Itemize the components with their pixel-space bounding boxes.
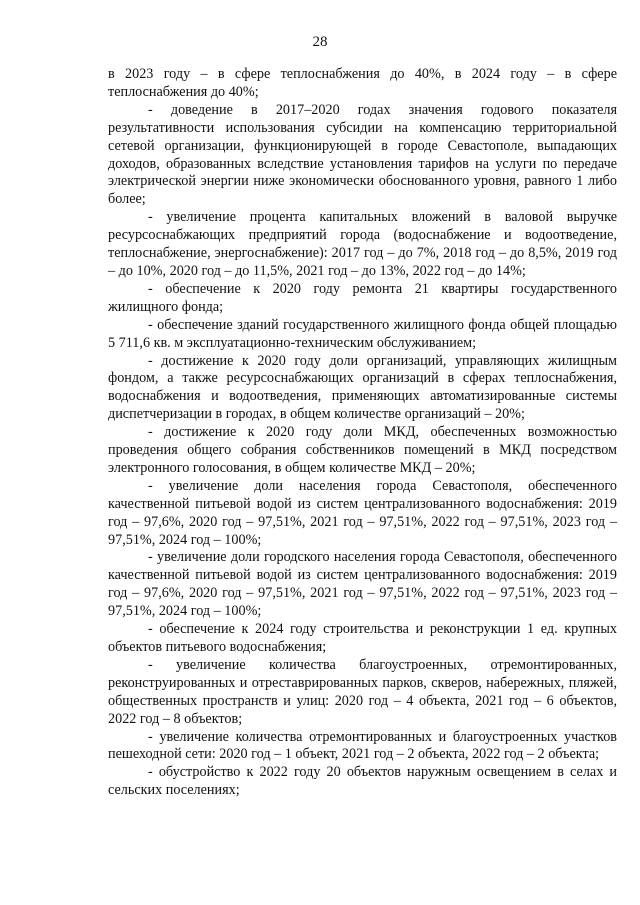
paragraph: - обеспечение к 2024 году строительства и реконструкции 1 ед. крупных объектов питьевого водоснабжения;: [108, 621, 617, 655]
paragraph: - увеличение доли населения города Севастополя, обеспеченного качественной питьевой водой из систем централизованного водоснабжения: 2019 год – 97,6%, 2020 год – 97,51%, 2021 год – 97,51%, 2022 год – 97,51%, 2023 год – 97,51%, 2024 год – 100%;: [108, 477, 617, 548]
paragraph: - достижение к 2020 году доли МКД, обеспеченных возможностью проведения общего собрания собственников помещений в МКД посредством электронного голосования, в общем количестве МКД – 20%;: [108, 424, 617, 476]
paragraph: - обустройство к 2022 году 20 объектов наружным освещением в селах и сельских поселениях;: [108, 764, 617, 799]
paragraph: - увеличение количества отремонтированных и благоустроенных участков пешеходной сети: 2020 год – 1 объект, 2021 год – 2 объекта, 2022 год – 2 объекта;: [108, 728, 617, 763]
paragraph: - увеличение количества благоустроенных, отремонтированных, реконструированных и отреставрированных парков, скверов, набережных, пляжей, общественных пространств и улиц: 2020 год – 4 объекта, 2021 год – 6 объектов, 2022 год – 8 объектов;: [108, 656, 617, 727]
paragraph: - увеличение процента капитальных вложений в валовой выручке ресурсоснабжающих предприятий города (водоснабжение и водоотведение, теплоснабжение, энергоснабжение): 2017 год – до 7%, 2018 год – до 8,5%, 2019 год – до 10%, 2020 год – до 11,5%, 2021 год – до 13%, 2022 год – до 14%;: [108, 209, 617, 279]
paragraph: - достижение к 2020 году доли организаций, управляющих жилищным фондом, а также ресурсоснабжающих организаций в сферах теплоснабжения, водоснабжения и водоотведения, применяющих автоматизированные системы диспетчеризации в городах, в общем количестве организаций – 20%;: [108, 352, 617, 423]
document-body: [108, 66, 617, 800]
paragraph: - обеспечение зданий государственного жилищного фонда общей площадью 5 711,6 кв. м эксплуатационно-техническим обслуживанием;: [108, 316, 617, 351]
paragraph: - доведение в 2017–2020 годах значения годового показателя результативности использования субсидии на компенсацию территориальной сетевой организации, функционирующей в городе Севастополе, выпадающих доходов, образованных вследствие установления тарифов на услуги по передаче электрической энергии ниже экономически обоснованного уровня, равного 1 либо более;: [108, 101, 617, 208]
paragraph: в 2023 году – в сфере теплоснабжения до 40%, в 2024 году – в сфере теплоснабжения до 40%;: [108, 66, 617, 100]
page-number: 28: [312, 34, 328, 50]
paragraph: - обеспечение к 2020 году ремонта 21 квартиры государственного жилищного фонда;: [108, 280, 617, 315]
paragraph: - увеличение доли городского населения города Севастополя, обеспеченного качественной питьевой водой из систем централизованного водоснабжения: 2019 год – 97,6%, 2020 год – 97,51%, 2021 год – 97,51%, 2022 год – 97,51%, 2023 год – 97,51%, 2024 год – 100%;: [108, 549, 617, 620]
